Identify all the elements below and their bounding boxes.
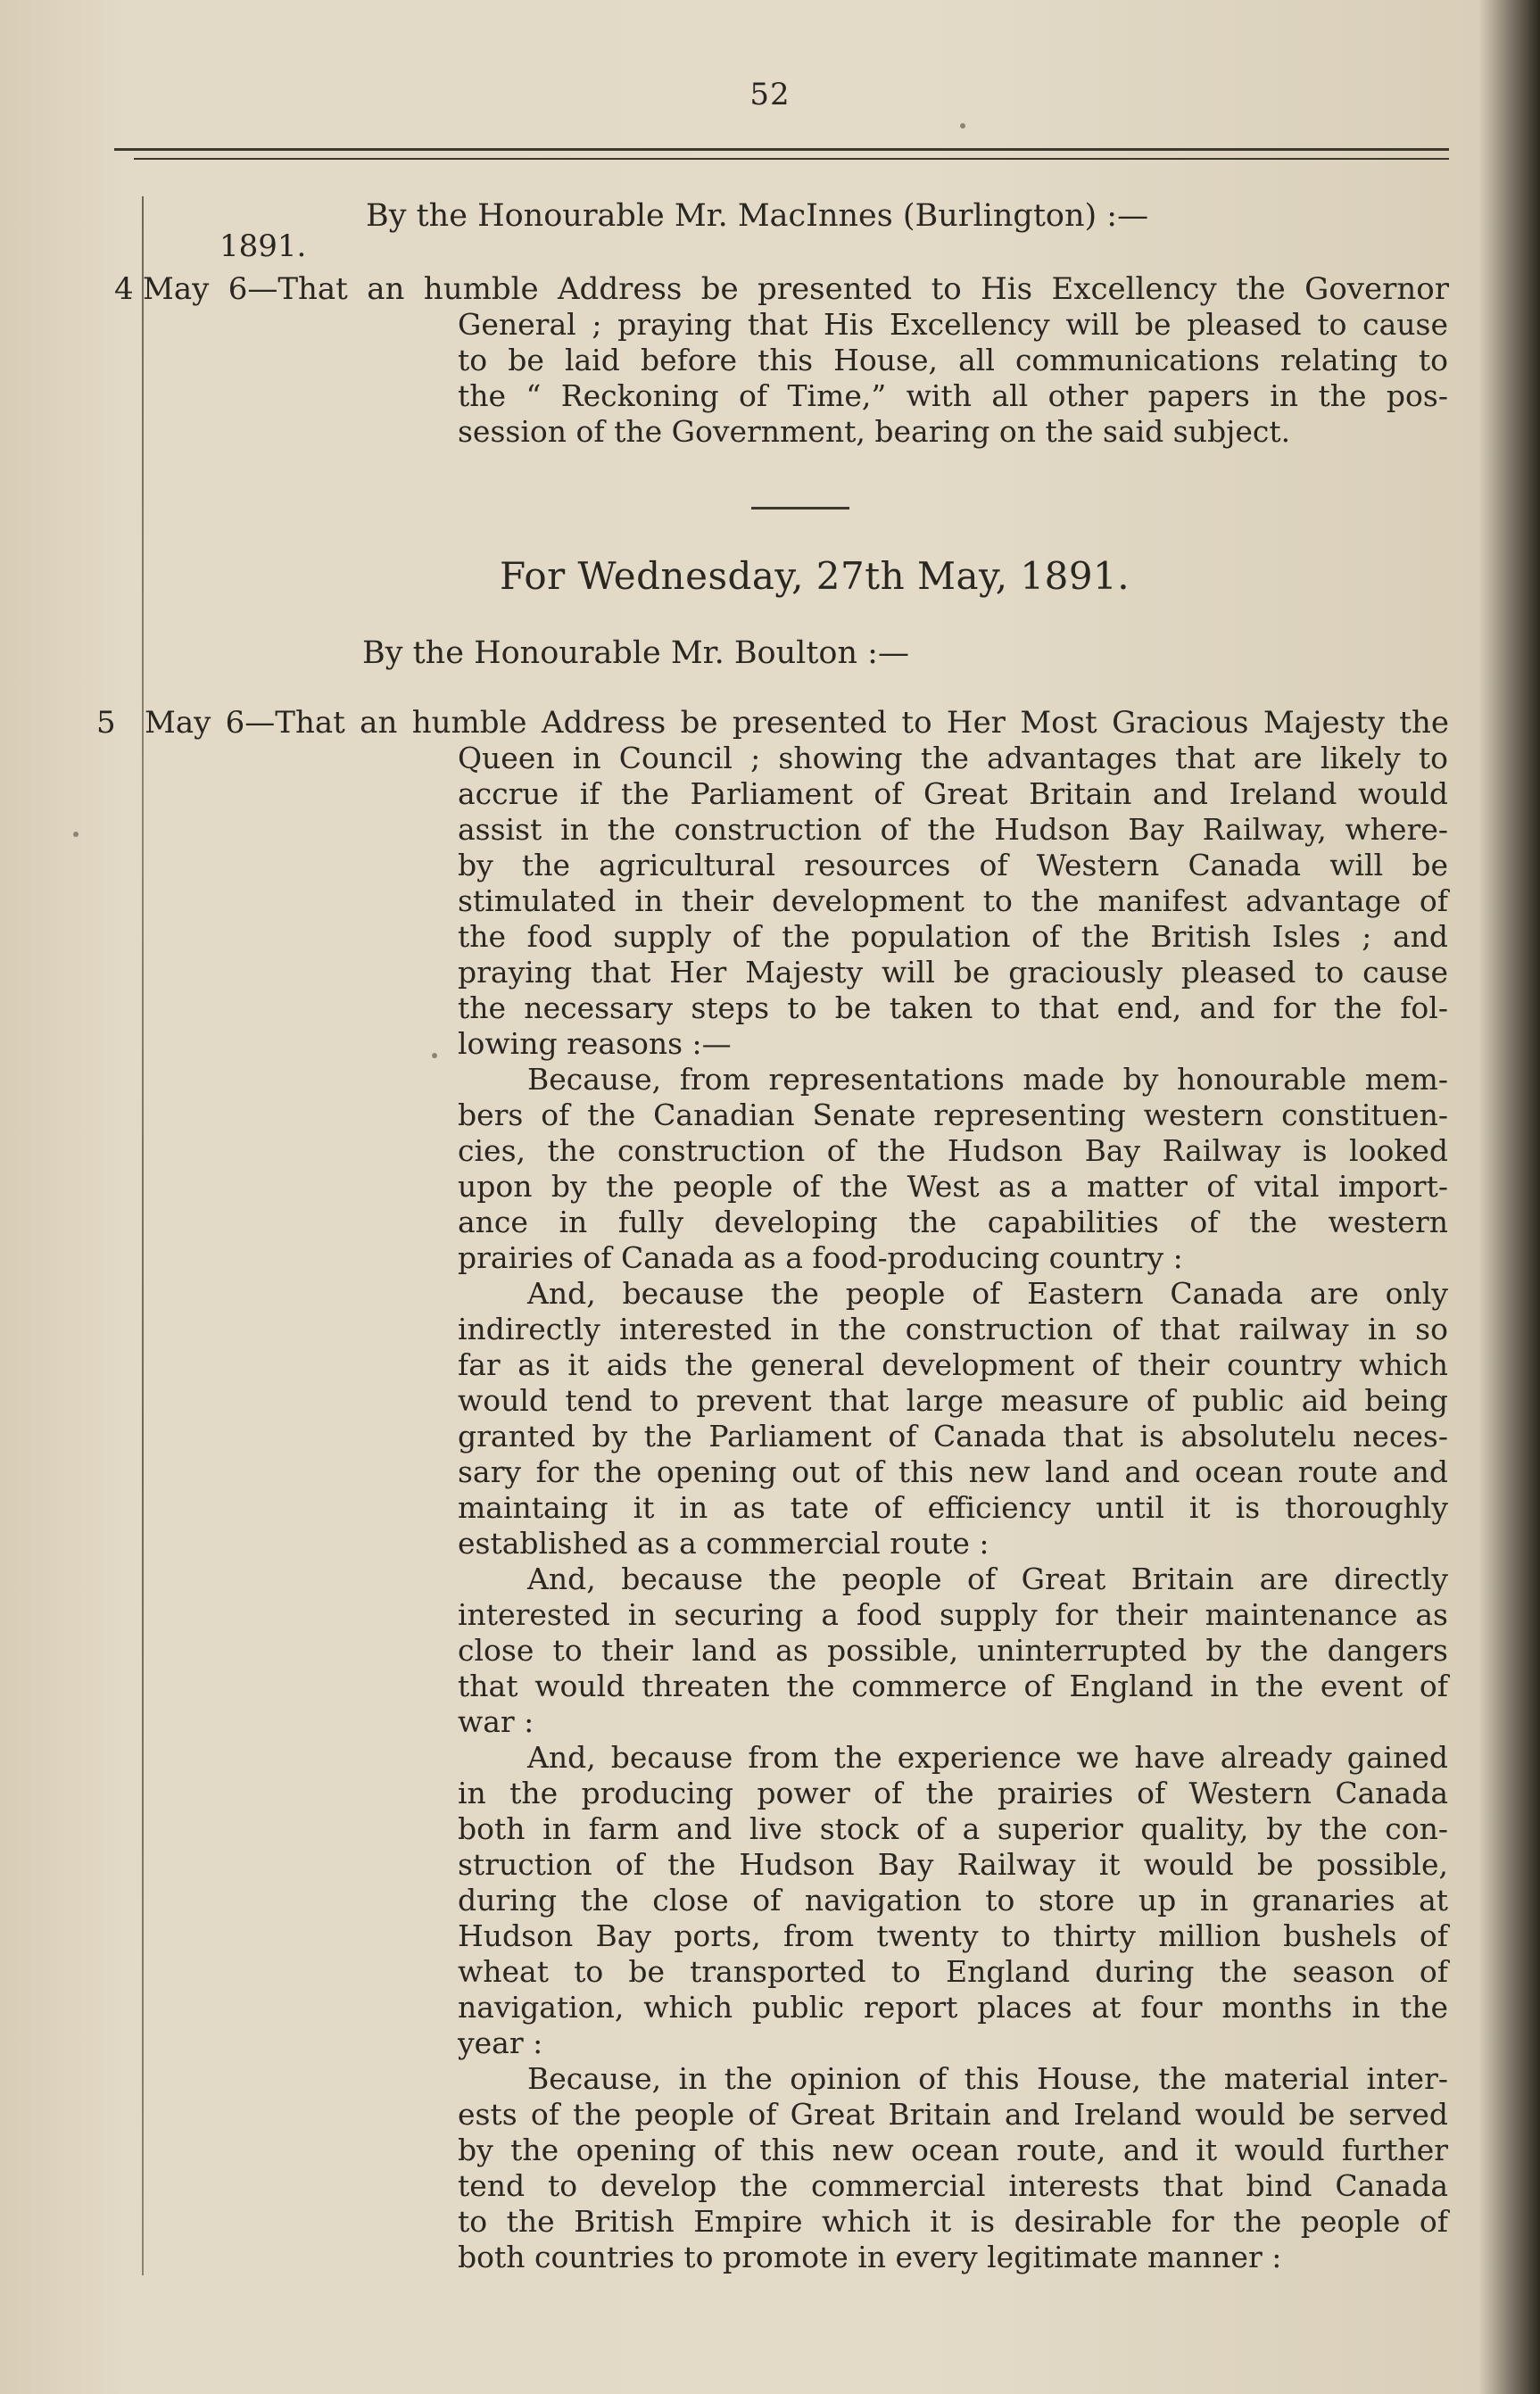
- text-line: the necessary steps to be taken to that end, and for the fol-: [458, 990, 1448, 1025]
- text-line: Because, from representations made by honourable mem-: [527, 1062, 1448, 1097]
- text-line: by the agricultural resources of Western Canada will be: [458, 848, 1448, 882]
- text-line: praying that Her Majesty will be graciously pleased to cause: [458, 955, 1448, 990]
- entry-1-first-line: May 6—That an humble Address be presented to His Excellency the Governor: [143, 271, 1449, 307]
- section-heading: For Wednesday, 27th May, 1891.: [500, 554, 1130, 598]
- text-line: far as it aids the general development of their country which: [458, 1347, 1448, 1382]
- text-line: in the producing power of the prairies of Western Canada: [458, 1776, 1448, 1810]
- margin-line: [142, 196, 144, 2275]
- text-line: by the opening of this new ocean route, and it would further: [458, 2133, 1448, 2167]
- text-line: And, because the people of Great Britain are directly: [527, 1561, 1448, 1596]
- text-line: prairies of Canada as a food-producing country :: [458, 1240, 1183, 1275]
- text-line: session of the Government, bearing on the said subject.: [458, 414, 1291, 449]
- text-line: cies, the construction of the Hudson Bay Railway is looked: [458, 1133, 1448, 1168]
- text-line: wheat to be transported to England during the season of: [458, 1954, 1448, 1989]
- paper-speck: [960, 123, 965, 128]
- text-line: navigation, which public report places at four months in the: [458, 1990, 1448, 2025]
- text-line: struction of the Hudson Bay Railway it would be possible,: [458, 1847, 1448, 1882]
- text-line: ests of the people of Great Britain and Ireland would be served: [458, 2097, 1448, 2132]
- text-line: war :: [458, 1704, 534, 1739]
- text-line: would tend to prevent that large measure of public aid being: [458, 1383, 1448, 1418]
- text-line: both in farm and live stock of a superior quality, by the con-: [458, 1811, 1448, 1846]
- text-line: the food supply of the population of the British Isles ; and: [458, 919, 1448, 954]
- text-line: tend to develop the commercial interests that bind Canada: [458, 2168, 1448, 2203]
- text-line: year :: [458, 2025, 543, 2060]
- text-line: ance in fully developing the capabilities of the western: [458, 1205, 1448, 1239]
- entry-number-5: 5: [96, 705, 116, 741]
- header-rule-top: [114, 148, 1449, 151]
- text-line: upon by the people of the West as a matter of vital import-: [458, 1169, 1448, 1204]
- paper-speck: [432, 1053, 437, 1058]
- entry-2-body: [458, 741, 1448, 2275]
- paper-speck: [73, 832, 79, 837]
- text-line: that would threaten the commerce of England in the event of: [458, 1669, 1448, 1703]
- entry-1-body: [458, 307, 1448, 450]
- section-divider: [751, 507, 849, 509]
- text-line: during the close of navigation to store up in granaries at: [458, 1883, 1448, 1918]
- text-line: indirectly interested in the construction of that railway in so: [458, 1312, 1448, 1346]
- text-line: stimulated in their development to the manifest advantage of: [458, 883, 1448, 918]
- text-line: lowing reasons :—: [458, 1026, 732, 1061]
- year-label: 1891.: [219, 228, 307, 264]
- entry-number-4: 4: [114, 271, 134, 307]
- text-line: established as a commercial route :: [458, 1526, 989, 1561]
- page-number: 52: [749, 77, 791, 112]
- text-line: to be laid before this House, all communications relating to: [458, 343, 1448, 377]
- text-line: close to their land as possible, uninterrupted by the dangers: [458, 1633, 1448, 1668]
- text-line: Queen in Council ; showing the advantages that are likely to: [458, 741, 1448, 775]
- text-line: And, because the people of Eastern Canada are only: [527, 1276, 1448, 1311]
- text-line: And, because from the experience we have already gained: [527, 1740, 1448, 1775]
- text-line: to the British Empire which it is desirable for the people of: [458, 2204, 1448, 2239]
- mover-heading-2: By the Honourable Mr. Boulton :—: [362, 635, 909, 671]
- text-line: maintaing it in as tate of efficiency until it is thoroughly: [458, 1490, 1448, 1525]
- entry-2-first-line: May 6—That an humble Address be presented to Her Most Gracious Majesty the: [145, 705, 1449, 741]
- text-line: General ; praying that His Excellency will be pleased to cause: [458, 307, 1448, 342]
- text-line: assist in the construction of the Hudson Bay Railway, where-: [458, 812, 1448, 847]
- text-line: the “ Reckoning of Time,” with all other papers in the pos-: [458, 378, 1448, 413]
- text-line: Hudson Bay ports, from twenty to thirty million bushels of: [458, 1918, 1448, 1953]
- mover-heading-1: By the Honourable Mr. MacInnes (Burlington) :—: [366, 198, 1149, 234]
- text-line: bers of the Canadian Senate representing western constituen-: [458, 1098, 1448, 1132]
- text-line: granted by the Parliament of Canada that is absolutelu neces-: [458, 1419, 1448, 1454]
- text-line: Because, in the opinion of this House, the material inter-: [527, 2061, 1448, 2096]
- text-line: sary for the opening out of this new land and ocean route and: [458, 1454, 1448, 1489]
- text-line: accrue if the Parliament of Great Britain and Ireland would: [458, 776, 1448, 811]
- text-line: both countries to promote in every legitimate manner :: [458, 2240, 1282, 2274]
- text-line: interested in securing a food supply for their maintenance as: [458, 1597, 1448, 1632]
- header-rule-bottom: [134, 158, 1449, 160]
